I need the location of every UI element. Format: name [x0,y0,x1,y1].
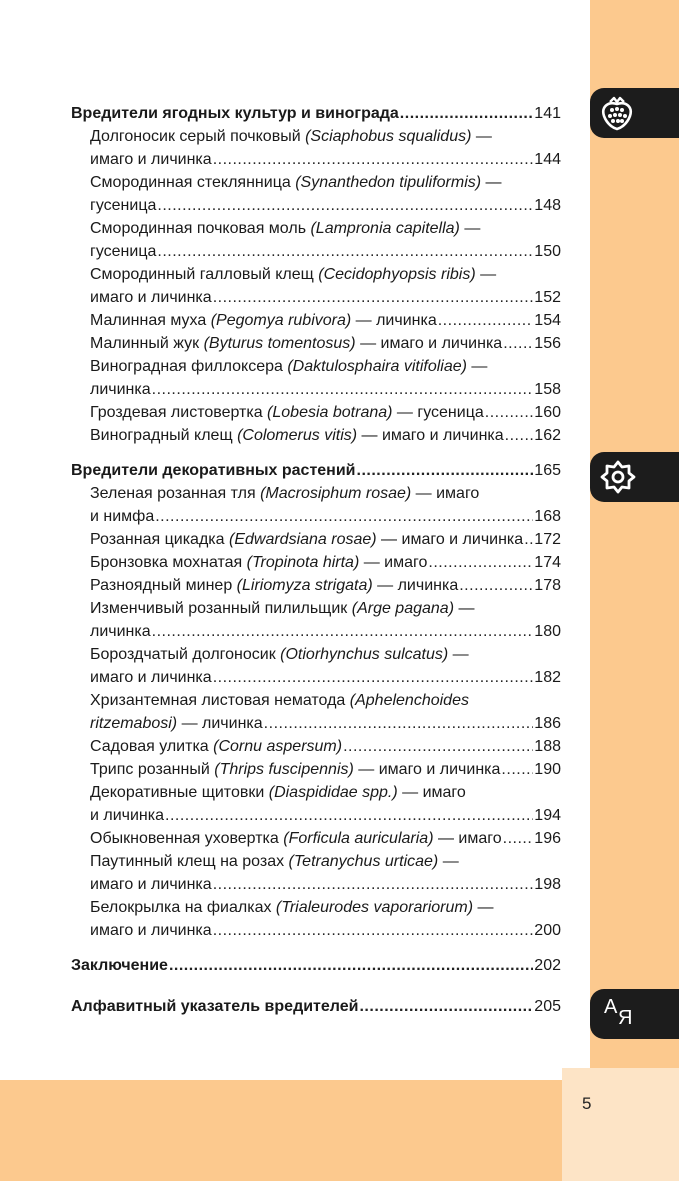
page-number: 5 [582,1094,592,1113]
strawberry-icon [600,95,634,131]
toc-entry[interactable]: Виноградный клещ (Colomerus vitis) — имаго и личинка ..... 162 [71,424,561,447]
tab-berries[interactable] [590,88,679,138]
toc-entry-cont[interactable]: ritzemabosi) — личинка ..... 186 [71,712,561,735]
toc-entry[interactable]: Смородинный галловый клещ (Cecidophyopsis ribis) — [90,266,497,283]
page-number-box [562,1068,679,1181]
toc-entry[interactable]: Садовая улитка (Cornu aspersum) ..... 188 [71,735,561,758]
toc-entry[interactable]: Обыкновенная уховертка (Forficula auricularia) — имаго ..... 196 [71,827,561,850]
tab-decorative[interactable] [590,452,679,502]
toc-entry[interactable]: Белокрылка на фиалках (Trialeurodes vaporariorum) — [90,899,494,916]
toc-entry[interactable]: Бронзовка мохнатая (Tropinota hirta) — имаго ..... 174 [71,551,561,574]
flower-icon [600,459,636,495]
toc-entry[interactable]: Зеленая розанная тля (Macrosiphum rosae) — имаго [90,485,480,502]
toc-entry[interactable]: Разноядный минер (Liriomyza strigata) — личинка ..... 178 [71,574,561,597]
toc-section-index[interactable]: Алфавитный указатель вредителей ..... 205 [71,995,561,1018]
toc-entry[interactable]: Хризантемная листовая нематода (Aphelenchoides [90,692,469,709]
toc-entry-cont[interactable]: гусеница ..... 148 [71,194,561,217]
toc-entry-cont[interactable]: личинка ..... 180 [71,620,561,643]
toc-entry[interactable]: Виноградная филлоксера (Daktulosphaira vitifoliae) — [90,358,488,375]
toc-entry-cont[interactable]: имаго и личинка ..... 198 [71,873,561,896]
toc-entry[interactable]: Малинный жук (Byturus tomentosus) — имаго и личинка ..... 156 [71,332,561,355]
bottom-band [0,1080,562,1181]
toc-section-heading[interactable]: Вредители декоративных растений ..... 165 [71,459,561,482]
toc-entry-cont[interactable]: имаго и личинка ..... 200 [71,919,561,942]
toc-entry-cont[interactable]: личинка ..... 158 [71,378,561,401]
table-of-contents [71,102,561,1018]
right-margin-strip [590,0,679,1080]
index-letter-ya: Я [618,1007,633,1029]
toc-entry[interactable]: Розанная цикадка (Edwardsiana rosae) — имаго и личинка ..... 172 [71,528,561,551]
toc-entry[interactable]: Малинная муха (Pegomya rubivora) — личинка ..... 154 [71,309,561,332]
toc-entry[interactable]: Смородинная почковая моль (Lampronia capitella) — [90,220,481,237]
toc-entry[interactable]: Паутинный клещ на розах (Tetranychus urticae) — [90,853,459,870]
toc-entry-cont[interactable]: и личинка ..... 194 [71,804,561,827]
toc-entry[interactable]: Трипс розанный (Thrips fuscipennis) — имаго и личинка ..... 190 [71,758,561,781]
toc-entry-cont[interactable]: гусеница ..... 150 [71,240,561,263]
toc-entry[interactable]: Изменчивый розанный пилильщик (Arge pagana) — [90,600,475,617]
toc-section-heading[interactable]: Вредители ягодных культур и винограда ..... 141 [71,102,561,125]
index-letter-a: А [604,996,618,1018]
toc-section-conclusion[interactable]: Заключение ..... 202 [71,954,561,977]
toc-entry-cont[interactable]: имаго и личинка ..... 182 [71,666,561,689]
toc-entry[interactable]: Смородинная стеклянница (Synanthedon tipuliformis) — [90,174,502,191]
tab-index[interactable] [590,989,679,1039]
toc-entry-cont[interactable]: и нимфа ..... 168 [71,505,561,528]
toc-entry[interactable]: Декоративные щитовки (Diaspididae spp.) — имаго [90,784,466,801]
toc-entry[interactable]: Бороздчатый долгоносик (Otiorhynchus sulcatus) — [90,646,469,663]
toc-entry-cont[interactable]: имаго и личинка ..... 144 [71,148,561,171]
toc-entry[interactable]: Гроздевая листовертка (Lobesia botrana) — гусеница ..... 160 [71,401,561,424]
toc-entry[interactable]: Долгоносик серый почковый (Sciaphobus squalidus) — [90,128,492,145]
toc-entry-cont[interactable]: имаго и личинка ..... 152 [71,286,561,309]
